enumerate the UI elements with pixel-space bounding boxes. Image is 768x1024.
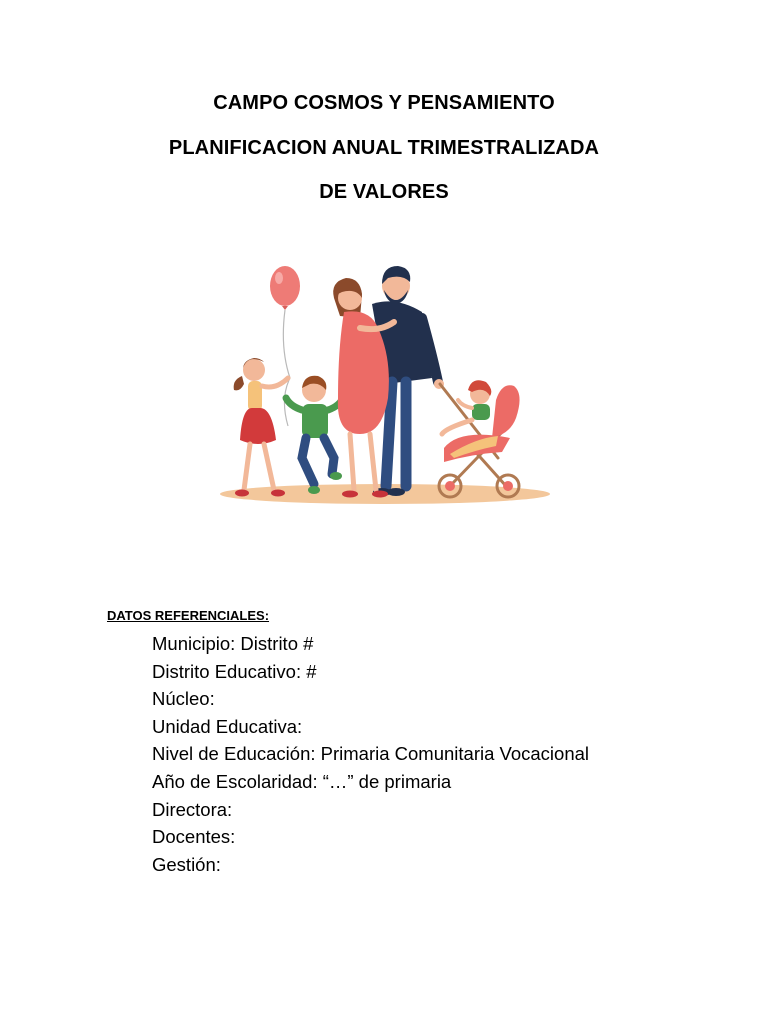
field-nivel-educacion: Nivel de Educación: Primaria Comunitaria Vocacional [152, 743, 590, 765]
title-line-2: PLANIFICACION ANUAL TRIMESTRALIZADA [168, 137, 600, 159]
field-gestion: Gestión: [152, 853, 221, 875]
field-unidad-educativa: Unidad Educativa: [152, 715, 303, 737]
field-directora: Directora: [152, 798, 233, 820]
field-municipio: Municipio: Distrito # [152, 633, 314, 654]
field-nucleo: Núcleo: [152, 688, 215, 710]
title-line-3: DE VALORES [319, 181, 449, 203]
girl-figure [234, 358, 288, 497]
field-docentes: Docentes: [152, 826, 236, 848]
family-illustration [210, 258, 560, 510]
datos-fields-list [152, 630, 589, 878]
title-line-1: CAMPO COSMOS Y PENSAMIENTO [213, 92, 555, 114]
datos-referenciales-heading: DATOS REFERENCIALES: [107, 608, 270, 623]
stroller-icon [439, 380, 520, 497]
boy-figure [286, 376, 344, 494]
field-ano-escolaridad: Año de Escolaridad: “…” de primaria [152, 770, 452, 792]
field-distrito-educativo: Distrito Educativo: # [152, 660, 317, 682]
